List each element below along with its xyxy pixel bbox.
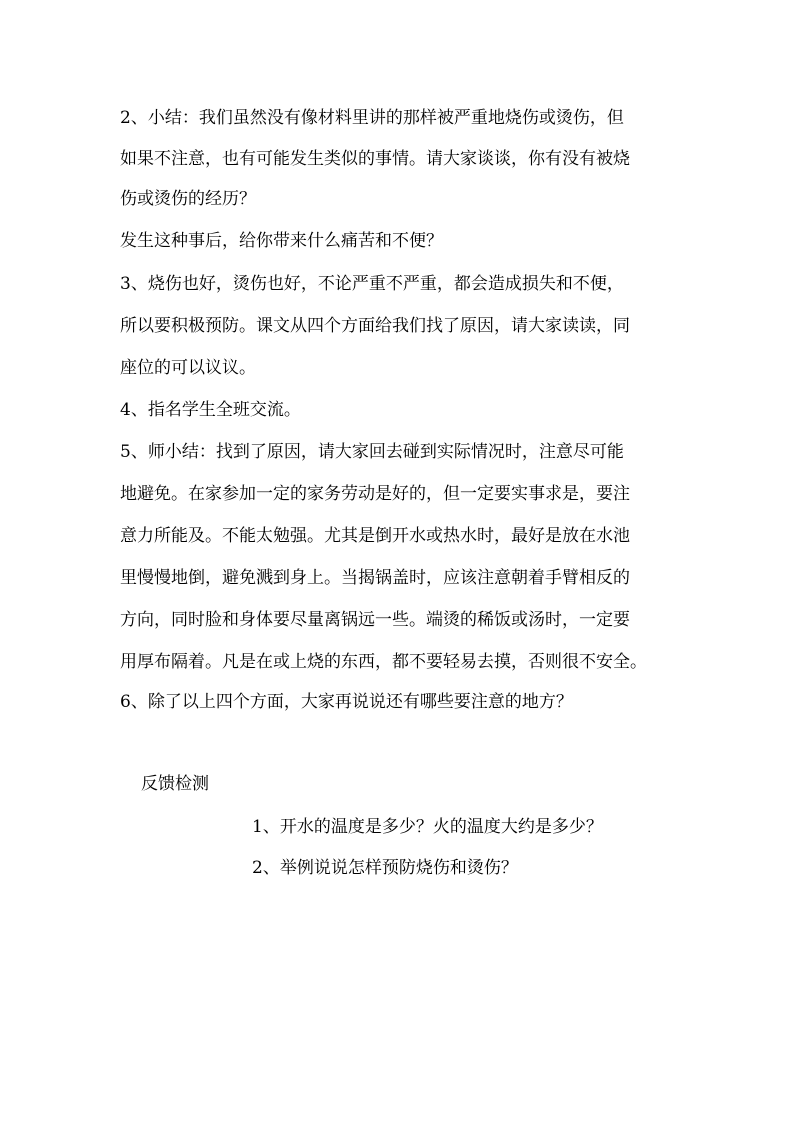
paragraph-line: 伤或烫伤的经历？: [120, 189, 256, 209]
feedback-section-title: 反馈检测: [141, 774, 209, 794]
paragraph-line: 4、指名学生全班交流。: [120, 400, 301, 420]
paragraph-line: 如果不注意，也有可能发生类似的事情。请大家谈谈，你有没有被烧: [120, 149, 630, 169]
paragraph-line: 意力所能及。不能太勉强。尤其是倒开水或热水时，最好是放在水池: [120, 526, 630, 546]
paragraph-line: 发生这种事后，给你带来什么痛苦和不便？: [120, 231, 443, 251]
paragraph-line: 地避免。在家参加一定的家务劳动是好的，但一定要实事求是，要注: [120, 484, 630, 504]
paragraph-line: 3、烧伤也好，烫伤也好，不论严重不严重，都会造成损失和不便，: [120, 274, 624, 294]
paragraph-line: 座位的可以议议。: [120, 358, 256, 378]
paragraph-line: 用厚布隔着。凡是在或上烧的东西，都不要轻易去摸，否则很不安全。: [120, 652, 647, 672]
paragraph-line: 里慢慢地倒，避免溅到身上。当揭锅盖时，应该注意朝着手臂相反的: [120, 568, 630, 588]
paragraph-line: 5、师小结：找到了原因，请大家回去碰到实际情况时，注意尽可能: [120, 442, 624, 462]
paragraph-line: 2、小结：我们虽然没有像材料里讲的那样被严重地烧伤或烫伤，但: [120, 108, 624, 128]
paragraph-line: 6、除了以上四个方面，大家再说说还有哪些要注意的地方？: [120, 692, 573, 712]
paragraph-line: 方向，同时脸和身体要尽量离锅远一些。端烫的稀饭或汤时，一定要: [120, 610, 630, 630]
feedback-question: 2、举例说说怎样预防烧伤和烫伤？: [252, 858, 518, 878]
feedback-question: 1、开水的温度是多少？火的温度大约是多少？: [252, 817, 603, 837]
paragraph-line: 所以要积极预防。课文从四个方面给我们找了原因，请大家读读，同: [120, 316, 630, 336]
